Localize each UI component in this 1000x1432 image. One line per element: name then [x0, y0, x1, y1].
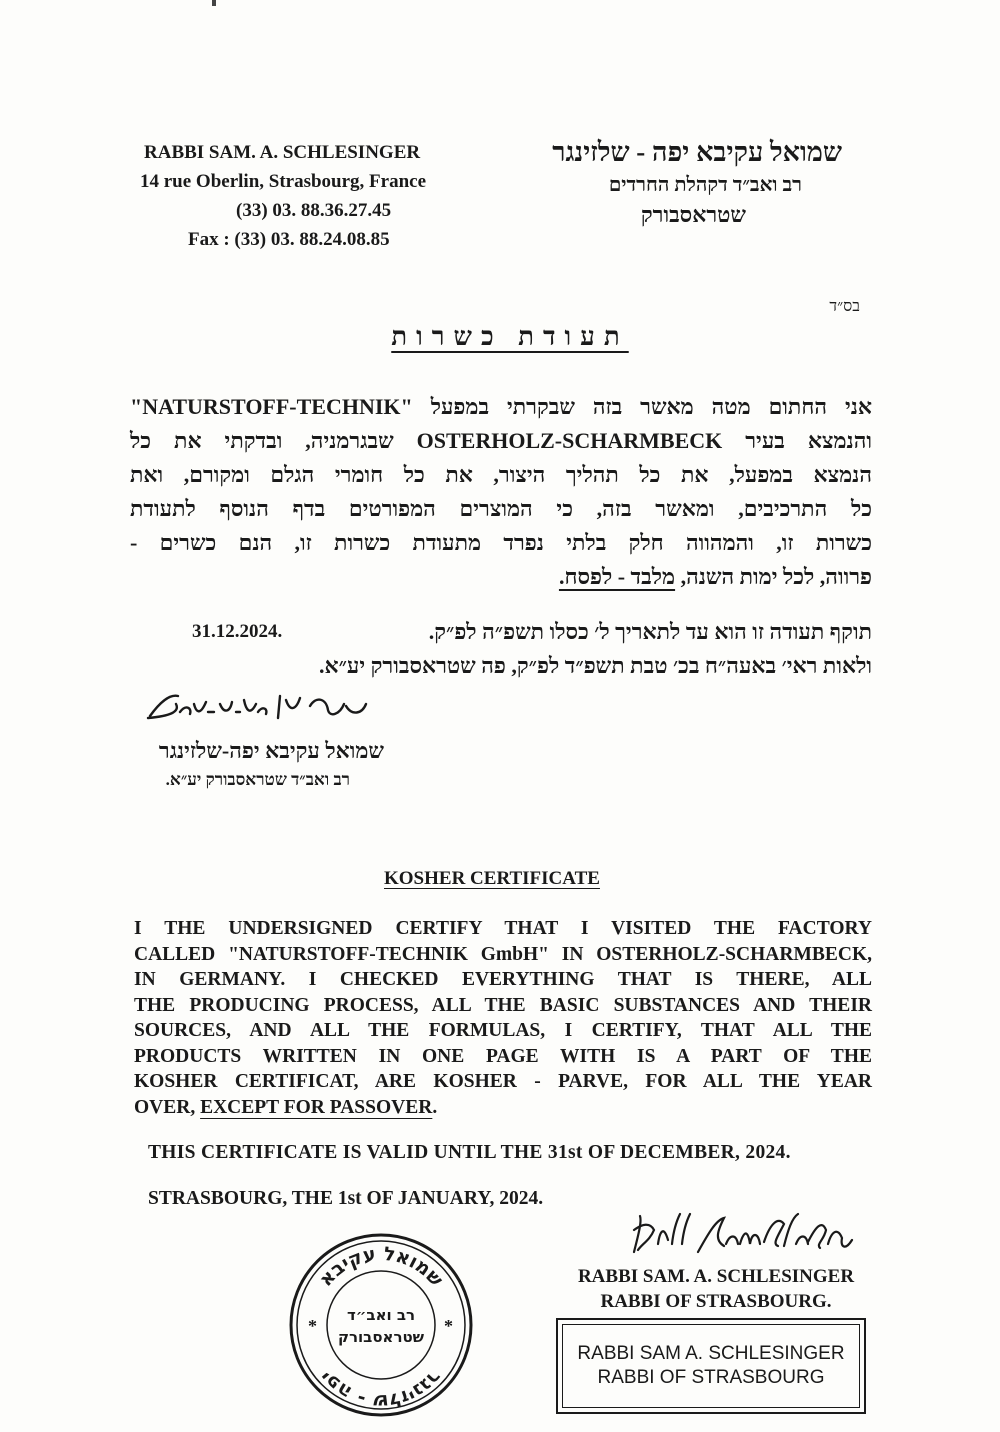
english-body-line: CALLED "NATURSTOFF-TECHNIK GmbH" IN OSTERHOLZ-SCHARMBECK, [134, 943, 872, 965]
letterhead-hebrew-title: רב ואב״ד דקהלת החרדים [608, 174, 802, 196]
english-handwritten-signature [628, 1200, 858, 1270]
svg-text:יפה - שלזינגר [316, 1366, 446, 1412]
hebrew-body-line: הנמצא במפעל, את כל תהליך היצור, את כל חומרי הגלם ומקורם, ואת [130, 462, 872, 487]
letterhead-fax: Fax : (33) 03. 88.24.08.85 [188, 229, 390, 250]
english-certificate-title: KOSHER CERTIFICATE [384, 868, 600, 889]
letterhead-hebrew-name: שמואל עקיבא יפה - שלזינגר [552, 137, 842, 167]
stamp-star-left: * [308, 1316, 317, 1336]
english-body-last-start: OVER, [134, 1096, 201, 1118]
hebrew-validity [130, 615, 872, 683]
hebrew-body-line: כשרות זו, והמהווה חלק בלתי נפרד מתעודת כשרות זו, הנם כשרים - [130, 530, 872, 555]
hebrew-handwritten-signature [140, 682, 380, 730]
english-signer-block [556, 1264, 876, 1314]
hebrew-body-line: והנמצא בעיר OSTERHOLZ-SCHARMBECK שבגרמניה, ובדקתי את כל [130, 428, 872, 453]
hebrew-validity-line: תוקף תעודה זו הוא עד לתאריך ל׳ כסלו תשפ״ה לפ״ק. [428, 619, 872, 644]
letterhead-phone: (33) 03. 88.36.27.45 [236, 200, 392, 221]
box-stamp-line2: RABBI OF STRASBOURG [597, 1367, 825, 1388]
english-body-line: PRODUCTS WRITTEN IN ONE PAGE WITH IS A PART OF THE [134, 1045, 872, 1067]
hebrew-certificate-title: תעודת כשרות [391, 322, 629, 351]
english-place-date: STRASBOURG, THE 1st OF JANUARY, 2024. [148, 1188, 544, 1209]
english-certificate-body [134, 916, 872, 1120]
english-body-last-line [134, 1095, 872, 1121]
english-body-line: SOURCES, AND ALL THE FORMULAS, I CERTIFY, THAT ALL THE [134, 1020, 872, 1041]
hebrew-signature-name: שמואל עקיבא יפה-שלזינגר [158, 738, 384, 763]
svg-text:שמואל עקיבא [315, 1243, 448, 1291]
english-validity: THIS CERTIFICATE IS VALID UNTIL THE 31st OF DECEMBER, 2024. [148, 1142, 791, 1163]
scan-mark [212, 0, 216, 6]
english-signer-title: RABBI OF STRASBOURG. [600, 1291, 832, 1312]
stamp-center-line1: רב ואב״ד [346, 1306, 416, 1324]
hebrew-except-passover: מלבד - לפסח. [558, 564, 676, 589]
hebrew-certificate-body [130, 390, 872, 594]
hebrew-body-last-line [130, 560, 872, 594]
stamp-center-line2: שטראסבורק [337, 1328, 425, 1346]
bsd-mark: בס״ד [829, 298, 860, 315]
hebrew-signature-title: רב ואב״ד שטראסבורק יע״א. [165, 770, 350, 789]
letterhead-hebrew [552, 134, 842, 230]
hebrew-place-line: ולאות ראי׳ באעה״ח בכ׳ טבת תשפ״ד לפ״ק, פה שטראסבורק יע״א. [318, 653, 872, 678]
box-stamp [556, 1318, 866, 1414]
english-body-line: THE PRODUCING PROCESS, ALL THE BASIC SUBSTANCES AND THEIR [134, 994, 872, 1016]
letterhead-english [140, 138, 460, 254]
box-stamp-line1: RABBI SAM A. SCHLESINGER [577, 1343, 845, 1364]
stamp-ring-top: שמואל עקיבא [314, 1242, 448, 1291]
english-body-line: KOSHER CERTIFICAT, ARE KOSHER - PARVE, FOR ALL THE YEAR [134, 1071, 872, 1092]
stamp-ring-bottom: יפה - שלזינגר [315, 1365, 446, 1413]
hebrew-body-line: אני החתום מטה מאשר בזה שבקרתי במפעל "NATURSTOFF-TECHNIK" [130, 394, 872, 419]
stamp-star-right: * [444, 1316, 453, 1336]
letterhead-address: 14 rue Oberlin, Strasbourg, France [140, 171, 427, 192]
english-body-line: I THE UNDERSIGNED CERTIFY THAT I VISITED THE FACTORY [134, 918, 872, 939]
box-stamp-inner [562, 1324, 860, 1408]
hebrew-body-line: כל התרכיבים, ומאשר בזה, כי המוצרים המפורטים בדף הנוסף לתעודת [130, 496, 872, 521]
english-body-line: IN GERMANY. I CHECKED EVERYTHING THAT IS THERE, ALL [134, 969, 872, 990]
hebrew-signature-block [130, 735, 384, 793]
letterhead-hebrew-city: שטראסבורק [640, 202, 746, 227]
hebrew-validity-date: 31.12.2024. [192, 621, 283, 642]
letterhead-name: RABBI SAM. A. SCHLESINGER [144, 142, 421, 163]
hebrew-body-last-start: פרווה, לכל ימות השנה, [675, 564, 872, 589]
english-body-last-end: . [432, 1096, 438, 1118]
english-signer-name: RABBI SAM. A. SCHLESINGER [577, 1266, 855, 1287]
round-stamp [286, 1230, 476, 1420]
english-except-passover: EXCEPT FOR PASSOVER [200, 1096, 433, 1118]
